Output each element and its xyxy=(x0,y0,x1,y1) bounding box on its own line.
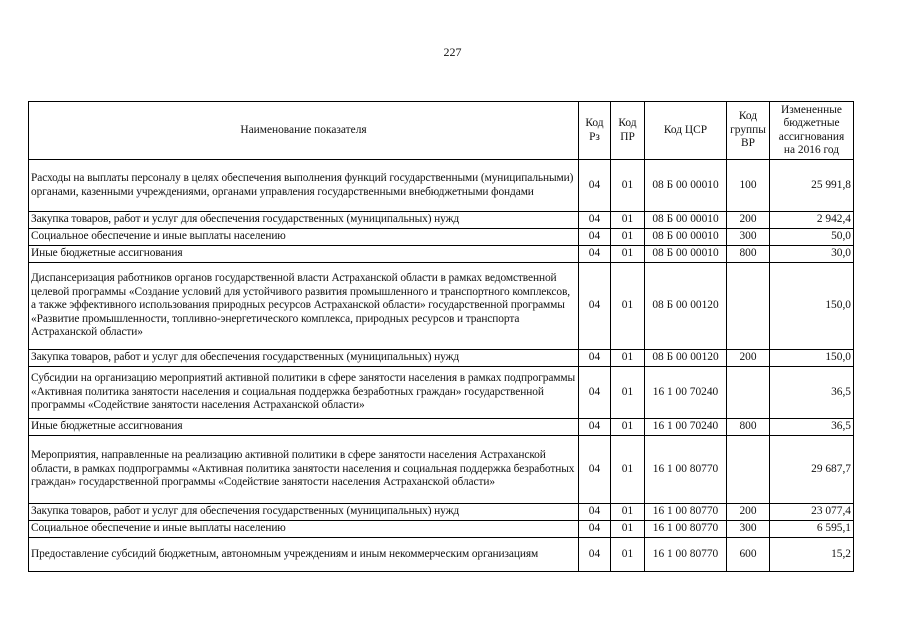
row-amount: 30,0 xyxy=(770,246,854,263)
row-amount: 6 595,1 xyxy=(770,521,854,538)
table-row xyxy=(29,350,854,367)
row-name: Иные бюджетные ассигнования xyxy=(29,419,579,436)
table-row xyxy=(29,229,854,246)
row-rz: 04 xyxy=(579,212,611,229)
table-header-row xyxy=(29,102,854,160)
row-name: Закупка товаров, работ и услуг для обеспечения государственных (муниципальных) нужд xyxy=(29,350,579,367)
row-csr: 08 Б 00 00120 xyxy=(645,350,727,367)
row-csr: 16 1 00 70240 xyxy=(645,419,727,436)
header-amount: Измененные бюджетные ассигнования на 2016 год xyxy=(770,102,854,160)
header-name: Наименование показателя xyxy=(29,102,579,160)
row-name: Закупка товаров, работ и услуг для обеспечения государственных (муниципальных) нужд xyxy=(29,212,579,229)
row-name: Иные бюджетные ассигнования xyxy=(29,246,579,263)
table-row xyxy=(29,246,854,263)
row-vr xyxy=(727,367,770,419)
row-pr: 01 xyxy=(611,367,645,419)
row-vr: 200 xyxy=(727,504,770,521)
table-row xyxy=(29,419,854,436)
row-name: Социальное обеспечение и иные выплаты населению xyxy=(29,521,579,538)
header-csr: Код ЦСР xyxy=(645,102,727,160)
row-rz: 04 xyxy=(579,436,611,504)
row-pr: 01 xyxy=(611,350,645,367)
row-csr: 08 Б 00 00010 xyxy=(645,212,727,229)
row-amount: 25 991,8 xyxy=(770,160,854,212)
row-pr: 01 xyxy=(611,436,645,504)
row-rz: 04 xyxy=(579,521,611,538)
row-vr: 200 xyxy=(727,350,770,367)
row-rz: 04 xyxy=(579,160,611,212)
row-rz: 04 xyxy=(579,350,611,367)
table-row xyxy=(29,263,854,350)
row-csr: 08 Б 00 00010 xyxy=(645,229,727,246)
row-csr: 16 1 00 80770 xyxy=(645,436,727,504)
row-name: Расходы на выплаты персоналу в целях обеспечения выполнения функций государственными (муниципальными) органами, казенными учреждениями, органами управления государственными внебюджетными фондами xyxy=(29,160,579,212)
header-pr: Код ПР xyxy=(611,102,645,160)
row-amount: 36,5 xyxy=(770,367,854,419)
row-amount: 150,0 xyxy=(770,350,854,367)
row-name: Социальное обеспечение и иные выплаты населению xyxy=(29,229,579,246)
row-amount: 15,2 xyxy=(770,538,854,572)
row-amount: 2 942,4 xyxy=(770,212,854,229)
row-pr: 01 xyxy=(611,246,645,263)
row-rz: 04 xyxy=(579,419,611,436)
page-number: 227 xyxy=(443,45,462,59)
row-vr: 800 xyxy=(727,246,770,263)
table-row xyxy=(29,538,854,572)
table-row xyxy=(29,160,854,212)
row-name: Мероприятия, направленные на реализацию активной политики в сфере занятости населения Астраханской области, в рамках подпрограммы «Активная политика занятости населения и социальная поддержка безработных граждан» государственной программы «Содействие занятости населения Астраханской области» xyxy=(29,436,579,504)
row-amount: 36,5 xyxy=(770,419,854,436)
row-rz: 04 xyxy=(579,246,611,263)
row-vr: 300 xyxy=(727,229,770,246)
row-name: Диспансеризация работников органов государственной власти Астраханской области в рамках ведомственной целевой программы «Создание условий для устойчивого развития промышленного и транспортного комплексов, а также эффективного использования природных ресурсов Астраханской области» государственной программы «Развитие промышленности, топливно-энергетического комплекса, природных ресурсов и транспорта Астраханской области» xyxy=(29,263,579,350)
row-rz: 04 xyxy=(579,538,611,572)
row-csr: 08 Б 00 00010 xyxy=(645,246,727,263)
row-csr: 16 1 00 70240 xyxy=(645,367,727,419)
row-name: Закупка товаров, работ и услуг для обеспечения государственных (муниципальных) нужд xyxy=(29,504,579,521)
budget-table xyxy=(28,101,854,572)
table-row xyxy=(29,367,854,419)
row-rz: 04 xyxy=(579,229,611,246)
row-vr xyxy=(727,436,770,504)
row-vr: 100 xyxy=(727,160,770,212)
table-row xyxy=(29,521,854,538)
header-rz: Код Рз xyxy=(579,102,611,160)
table-row xyxy=(29,504,854,521)
row-name: Субсидии на организацию мероприятий активной политики в сфере занятости населения в рамках подпрограммы «Активная политика занятости населения и социальная поддержка безработных граждан» государственной программы «Содействие занятости населения Астраханской области» xyxy=(29,367,579,419)
row-csr: 08 Б 00 00010 xyxy=(645,160,727,212)
row-pr: 01 xyxy=(611,504,645,521)
row-name: Предоставление субсидий бюджетным, автономным учреждениям и иным некоммерческим организациям xyxy=(29,538,579,572)
row-csr: 16 1 00 80770 xyxy=(645,538,727,572)
row-pr: 01 xyxy=(611,212,645,229)
row-amount: 29 687,7 xyxy=(770,436,854,504)
row-pr: 01 xyxy=(611,538,645,572)
row-csr: 16 1 00 80770 xyxy=(645,504,727,521)
row-pr: 01 xyxy=(611,229,645,246)
row-amount: 150,0 xyxy=(770,263,854,350)
header-vr: Код группы ВР xyxy=(727,102,770,160)
row-pr: 01 xyxy=(611,521,645,538)
row-rz: 04 xyxy=(579,263,611,350)
row-vr: 800 xyxy=(727,419,770,436)
row-pr: 01 xyxy=(611,419,645,436)
row-csr: 16 1 00 80770 xyxy=(645,521,727,538)
table-row xyxy=(29,436,854,504)
row-vr xyxy=(727,263,770,350)
row-rz: 04 xyxy=(579,504,611,521)
row-vr: 600 xyxy=(727,538,770,572)
row-pr: 01 xyxy=(611,263,645,350)
row-amount: 23 077,4 xyxy=(770,504,854,521)
row-vr: 300 xyxy=(727,521,770,538)
row-pr: 01 xyxy=(611,160,645,212)
row-csr: 08 Б 00 00120 xyxy=(645,263,727,350)
row-amount: 50,0 xyxy=(770,229,854,246)
row-vr: 200 xyxy=(727,212,770,229)
table-row xyxy=(29,212,854,229)
row-rz: 04 xyxy=(579,367,611,419)
